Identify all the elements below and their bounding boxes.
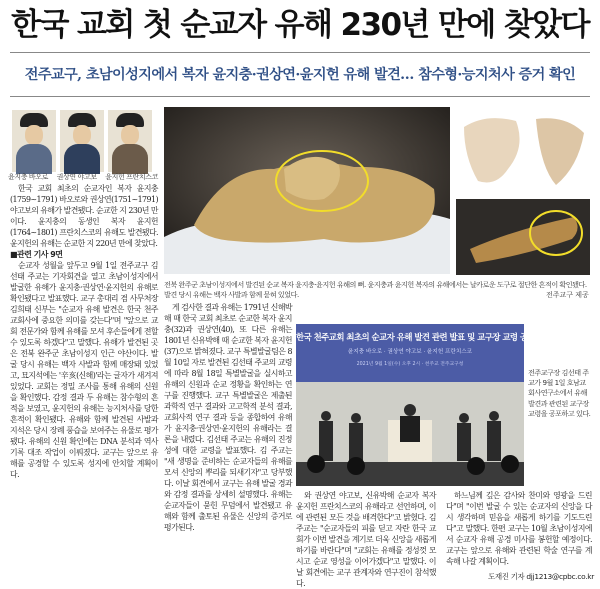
byline: 도재진 기자 djj1213@cpbc.co.kr (488, 572, 594, 581)
portrait-yun-jichung (12, 110, 56, 172)
bone-photo (164, 107, 450, 274)
press-banner-date: 2021년 9월 1일(수) 오후 2시 · 천주교 전주교구청 (356, 362, 464, 367)
article-paragraph: 순교자 성월을 앞두고 9월 1일 전주교구 김선태 주교는 기자회견을 열고 초남이성지에서 발굴한 유해가 윤지충·권상연·윤지헌의 유해로 확인됐다고 발표했다. 교구 총대리 겸 사무처장 김희태 신부는 "순교자 유해 발견은 한국 천주교회사에 중요한 의미를 갖는다"며 "앞으로 교회 전문가와 함께 유해를 모셔 후손들에게 전할 수 있도록 하겠다"고 말했다. 유해가 발견된 곳은 전북 완주군 초남이성지 인근 야산이다. 발굴 당시 유해는 백자 사발과 함께 매장돼 있었고, 묘지석에는 '辛亥(신해)'라는 글자가 새겨져 있었다. 교회는 정밀 조사를 통해 유해의 신원을 확인했다. 감정 결과 두 유해는 참수형의 흔적을 보였고, 윤지헌의 유해는 능지처사를 당한 흔적이 확인됐다. 유해와 함께 발견된 사발과 지석은 당시 장례 풍습을 보여주는 유물로 평가됐다. 유해의 신원 확인에는 DNA 분석과 역사 기록 대조 작업이 이뤄졌다. 교구는 앞으로 유해를 공경할 수 있도록 성지에 안치할 계획이다. (10, 261, 158, 479)
article-paragraph: 하느님께 깊은 감사와 찬미와 영광을 드린다"며 "이번 발굴 수 있는 순교자의 신앙을 다시 생각하며 믿음을 새롭게 하기를 기도드린다"고 말했다. 한편 교구는 10월 초남이성지에서 순교자 유해 공경 미사를 봉헌할 예정이다. 교구는 앞으로 유해와 관련된 학술 연구를 계속해 나갈 계획이다. (446, 491, 592, 566)
press-photo-caption: 전주교구장 김선태 주교가 9월 1일 호남교회사연구소에서 유해 발견과 관련된 교구장 교령을 공포하고 있다. (528, 368, 591, 418)
portrait-labels (8, 172, 158, 182)
portrait-label: 윤지헌 프란치스코 (105, 173, 158, 181)
portrait-label: 권상연 야고보 (56, 173, 97, 181)
article-column-3 (296, 490, 436, 588)
related-article-link[interactable]: ■관련 기사 9면 (10, 250, 63, 259)
portrait-row (12, 110, 152, 180)
subhead: 전주교구, 초남이성지에서 복자 윤지충·권상연·윤지헌 유해 발견… 참수형·능지처사 증거 확인 (24, 67, 576, 83)
bone-photo-side-1 (456, 107, 590, 197)
subhead-rule (10, 96, 590, 97)
press-conference-photo (296, 324, 536, 486)
article-column-2 (164, 302, 292, 572)
portrait-label: 윤지충 바오로 (8, 173, 48, 181)
portrait-gwon-sangyeon (60, 110, 104, 172)
article-paragraph: 한국 교회 최초의 순교자인 복자 윤지충(1759~1791) 바오로와 권상연(1751~1791) 야고보의 유해가 발견됐다. 순교한 지 230년 만이다. 윤지충의 동생인 복자 윤지헌(1764~1801) 프란치스코의 유해도 발견됐다. 윤지헌의 유해는 순교한 지 220년 만에 찾았다. (10, 184, 158, 248)
article-column-4 (446, 490, 592, 568)
article-column-1 (10, 183, 158, 573)
photo-caption: 전북 완주군 초남이성지에서 발견된 순교 복자 윤지충·윤지헌 유해의 뼈. 윤지충과 윤지헌 복자의 유해에서는 날카로운 도구로 절단한 흔적이 확인됐다. 발견 당시 유해는 백자 사발과 함께 묻혀 있었다. (164, 280, 587, 299)
headline-rule (10, 52, 590, 53)
bone-photo-side-2 (456, 199, 590, 275)
portrait-yun-jiheon (108, 110, 152, 172)
article-paragraph: 게 검사한 결과 유해는 1791년 신해박해 때 한국 교회 최초로 순교한 복자 윤지충(32)과 권상연(40), 또 다른 유해는 1801년 신유박해 때 순교한 복자 윤지헌(37)으로 밝혀졌다. 교구 특별발굴팀은 8월 10일 자로 발견된 김선태 주교의 교령에 따라 8월 18일 특별발굴을 실시하고 유해의 신원과 순교 정황을 확인하는 연구를 진행했다. 교구 특별발굴은 제출된 과학적 연구 결과와 고고학적 분석 결과, 교회사적 연구 결과 등을 종합하여 유해가 윤지충·권상연·윤지헌의 유해라는 결론을 내렸다. 김선태 주교는 유해의 진정성에 대한 교령을 발표했다. 김 주교는 "새 생명을 준비하는 순교자들의 유해를 모셔 신앙의 뿌리를 되새기자"고 당부했다. 이날 회견에서 교구는 유해 발굴 경과와 감정 결과를 상세히 설명했다. 유해는 순교자들이 묻힌 무덤에서 발견됐고 유해와 함께 출토된 유물은 신앙의 증거로 평가된다. (164, 303, 292, 532)
headline: 한국 교회 첫 순교자 유해 230년 만에 찾았다 (11, 7, 589, 43)
article-paragraph: 와 권상연 야고보, 신유박해 순교자 복자 윤지헌 프란치스코의 유해라고 선언하며, 이에 관련된 모든 것을 배격한다"고 밝혔다. 김 주교는 "순교자들의 피를 딛고 자란 한국 교회가 이번 발견을 계기로 더욱 신앙을 새롭게 하기를 바란다"며 "교회는 유해를 정성껏 모시고 순교 영성을 이어가겠다"고 말했다. 이날 회견에는 교구 관계자와 연구진이 참석했다. (296, 491, 436, 588)
press-banner-title: 한국 천주교회 최초의 순교자 유해 발견 관련 발표 및 교구장 교령 공포 (296, 332, 536, 342)
photo-credit: 전주교구 제공 (546, 291, 589, 299)
press-banner-subtitle: 윤지충 바오로 · 권상연 야고보 · 윤지헌 프란치스코 (347, 349, 473, 355)
